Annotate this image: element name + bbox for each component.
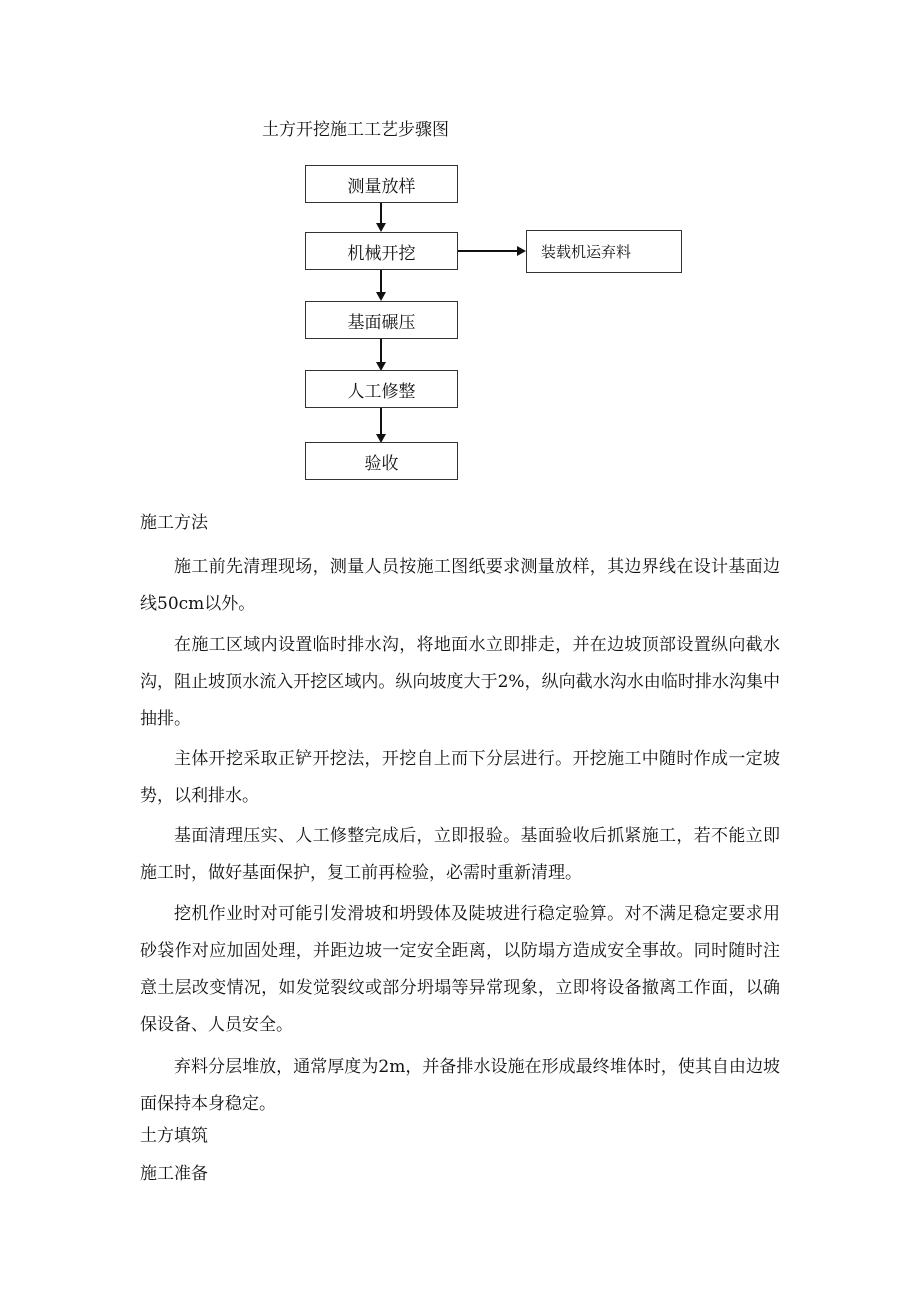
arrow-down-icon bbox=[376, 223, 386, 232]
flowchart-title: 土方开挖施工工艺步骤图 bbox=[262, 120, 449, 140]
connector-line bbox=[380, 408, 382, 435]
step-label: 机械开挖 bbox=[347, 243, 416, 264]
paragraph: 施工前先清理现场，测量人员按施工图纸要求测量放样，其边界线在设计基面边线50cm以外。 bbox=[140, 557, 780, 614]
step-excavation bbox=[305, 232, 458, 270]
step-label: 测量放样 bbox=[347, 176, 416, 197]
paragraph: 主体开挖采取正铲开挖法，开挖自上而下分层进行。开挖施工中随时作成一定坡势，以利排水。 bbox=[140, 749, 780, 806]
connector-line bbox=[380, 339, 382, 363]
step-label: 验收 bbox=[364, 453, 399, 474]
paragraph: 挖机作业时对可能引发滑坡和坍毁体及陡坡进行稳定验算。对不满足稳定要求用砂袋作对应加固处理，并距边坡一定安全距离，以防塌方造成安全事故。同时随时注意土层改变情况，如发觉裂纹或部分坍塌等异常现象，立即将设备撤离工作面，以确保设备、人员安全。 bbox=[140, 904, 780, 1035]
fill-heading: 土方填筑 bbox=[140, 1126, 208, 1146]
arrow-down-icon bbox=[376, 292, 386, 301]
step-compaction bbox=[305, 301, 458, 339]
method-heading: 施工方法 bbox=[140, 513, 208, 533]
paragraph: 基面清理压实、人工修整完成后，立即报验。基面验收后抓紧施工，若不能立即施工时，做好基面保护，复工前再检验，必需时重新清理。 bbox=[140, 826, 780, 883]
connector-line bbox=[380, 270, 382, 293]
arrow-right-icon bbox=[517, 246, 526, 256]
paragraph: 在施工区域内设置临时排水沟，将地面水立即排走，并在边坡顶部设置纵向截水沟，阻止坡顶水流入开挖区域内。纵向坡度大于2%，纵向截水沟水由临时排水沟集中抽排。 bbox=[140, 635, 780, 729]
step-label: 基面碾压 bbox=[347, 312, 416, 333]
connector-line bbox=[380, 203, 382, 225]
step-survey bbox=[305, 165, 458, 203]
paragraph: 弃料分层堆放，通常厚度为2m，并备排水设施在形成最终堆体时，使其自由边坡面保持本身稳定。 bbox=[140, 1057, 780, 1114]
connector-line bbox=[458, 250, 518, 252]
step-manual-trim bbox=[305, 370, 458, 408]
step-acceptance bbox=[305, 442, 458, 480]
prep-heading: 施工准备 bbox=[140, 1164, 208, 1184]
step-loader-disposal bbox=[526, 230, 682, 273]
step-label: 人工修整 bbox=[347, 381, 416, 402]
side-step-label: 装载机运弃料 bbox=[541, 243, 632, 261]
